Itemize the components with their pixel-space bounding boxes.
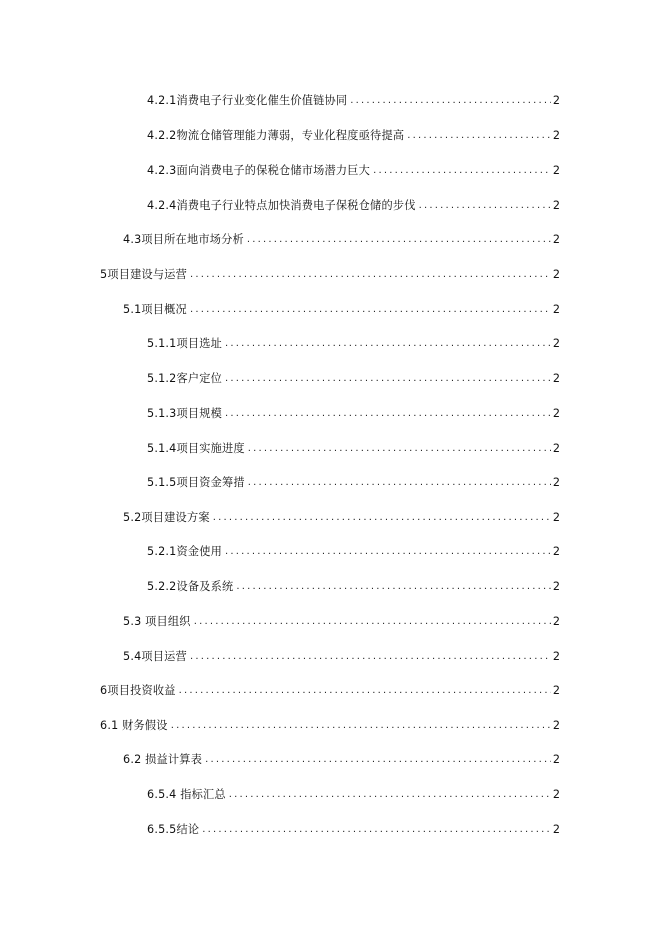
toc-page-number: 2 <box>552 233 560 246</box>
dot-leader <box>407 130 551 142</box>
toc-entry-label: 5.4项目运营 <box>123 650 187 663</box>
toc-entry-label: 6.5.5结论 <box>147 823 200 836</box>
toc-page-number: 2 <box>552 684 560 697</box>
toc-entry-4-3[interactable] <box>123 229 560 247</box>
dot-leader <box>190 269 551 281</box>
toc-entry-label: 4.2.1消费电子行业变化催生价值链协同 <box>147 94 348 107</box>
dot-leader <box>205 754 551 766</box>
toc-entry-5-2-1[interactable] <box>147 541 560 559</box>
toc-entry-label: 4.2.4消费电子行业特点加快消费电子保税仓储的步伐 <box>147 199 416 212</box>
toc-entry-label: 4.2.2物流仓储管理能力薄弱，专业化程度亟待提高 <box>147 129 405 142</box>
toc-entry-6-5-5[interactable] <box>147 819 560 837</box>
toc-page-number: 2 <box>552 545 560 558</box>
toc-entry-label: 5.2.1资金使用 <box>147 545 223 558</box>
toc-entry-5-1-5[interactable] <box>147 472 560 490</box>
toc-page-number: 2 <box>552 268 560 281</box>
dot-leader <box>225 546 551 558</box>
toc-page-number: 2 <box>552 164 560 177</box>
toc-entry-5-2-2[interactable] <box>147 576 560 594</box>
dot-leader <box>419 200 551 212</box>
toc-page-number: 2 <box>552 650 560 663</box>
toc-entry-label: 5.1.3项目规模 <box>147 407 223 420</box>
toc-entry-6[interactable] <box>100 680 560 698</box>
toc-entry-label: 4.2.3面向消费电子的保税仓储市场潜力巨大 <box>147 164 371 177</box>
dot-leader <box>190 304 551 316</box>
toc-entry-label: 5.1.5项目资金筹措 <box>147 476 245 489</box>
toc-entry-label: 5.1.4项目实施进度 <box>147 442 245 455</box>
toc-page-number: 2 <box>552 94 560 107</box>
dot-leader <box>229 789 551 801</box>
toc-entry-5-1-2[interactable] <box>147 368 560 386</box>
dot-leader <box>171 720 551 732</box>
dot-leader <box>190 651 551 663</box>
dot-leader <box>225 408 551 420</box>
toc-page-number: 2 <box>552 407 560 420</box>
dot-leader <box>225 373 551 385</box>
dot-leader <box>247 234 551 246</box>
toc-entry-5-1-1[interactable] <box>147 333 560 351</box>
dot-leader <box>202 824 551 836</box>
toc-entry-label: 5.1项目概况 <box>123 303 187 316</box>
dot-leader <box>194 616 551 628</box>
toc-page-number: 2 <box>552 337 560 350</box>
dot-leader <box>225 338 551 350</box>
toc-page-number: 2 <box>552 442 560 455</box>
toc-entry-5-1[interactable] <box>123 299 560 317</box>
toc-entry-label: 4.3项目所在地市场分析 <box>123 233 244 246</box>
toc-entry-4-2-4[interactable] <box>147 195 560 213</box>
toc-page-number: 2 <box>552 372 560 385</box>
toc-entry-label: 5.1.2客户定位 <box>147 372 223 385</box>
toc-entry-5-2[interactable] <box>123 507 560 525</box>
toc-entry-5-1-3[interactable] <box>147 403 560 421</box>
toc-entry-label: 5.2项目建设方案 <box>123 511 210 524</box>
toc-entry-6-1[interactable] <box>100 715 560 733</box>
toc-entry-5[interactable] <box>100 264 560 282</box>
toc-entry-6-2[interactable] <box>123 749 560 767</box>
dot-leader <box>236 581 550 593</box>
toc-page-number: 2 <box>552 129 560 142</box>
toc-page-number: 2 <box>552 511 560 524</box>
toc-entry-5-1-4[interactable] <box>147 438 560 456</box>
toc-entry-label: 5.1.1项目选址 <box>147 337 223 350</box>
toc-entry-5-3[interactable] <box>123 611 560 629</box>
toc-page-number: 2 <box>552 719 560 732</box>
toc-entry-label: 5.3 项目组织 <box>123 615 191 628</box>
toc-entry-label: 6项目投资收益 <box>100 684 176 697</box>
toc-entry-4-2-3[interactable] <box>147 160 560 178</box>
toc-page-number: 2 <box>552 199 560 212</box>
toc-entry-label: 6.5.4 指标汇总 <box>147 788 226 801</box>
dot-leader <box>248 443 551 455</box>
toc-page-number: 2 <box>552 753 560 766</box>
dot-leader <box>248 477 551 489</box>
toc-entry-label: 5.2.2设备及系统 <box>147 580 234 593</box>
toc-page-number: 2 <box>552 476 560 489</box>
toc-entry-4-2-2[interactable] <box>147 125 560 143</box>
dot-leader <box>373 165 551 177</box>
dot-leader <box>179 685 551 697</box>
toc-entry-4-2-1[interactable] <box>147 90 560 108</box>
toc-page-number: 2 <box>552 615 560 628</box>
dot-leader <box>213 512 551 524</box>
dot-leader <box>350 95 551 107</box>
toc-page-number: 2 <box>552 303 560 316</box>
toc-entry-5-4[interactable] <box>123 646 560 664</box>
toc-entry-label: 5项目建设与运营 <box>100 268 188 281</box>
toc-entry-label: 6.1 财务假设 <box>100 719 168 732</box>
toc-page-number: 2 <box>552 823 560 836</box>
toc-page-number: 2 <box>552 788 560 801</box>
toc-entry-label: 6.2 损益计算表 <box>123 753 203 766</box>
toc-page-number: 2 <box>552 580 560 593</box>
toc-entry-6-5-4[interactable] <box>147 784 560 802</box>
